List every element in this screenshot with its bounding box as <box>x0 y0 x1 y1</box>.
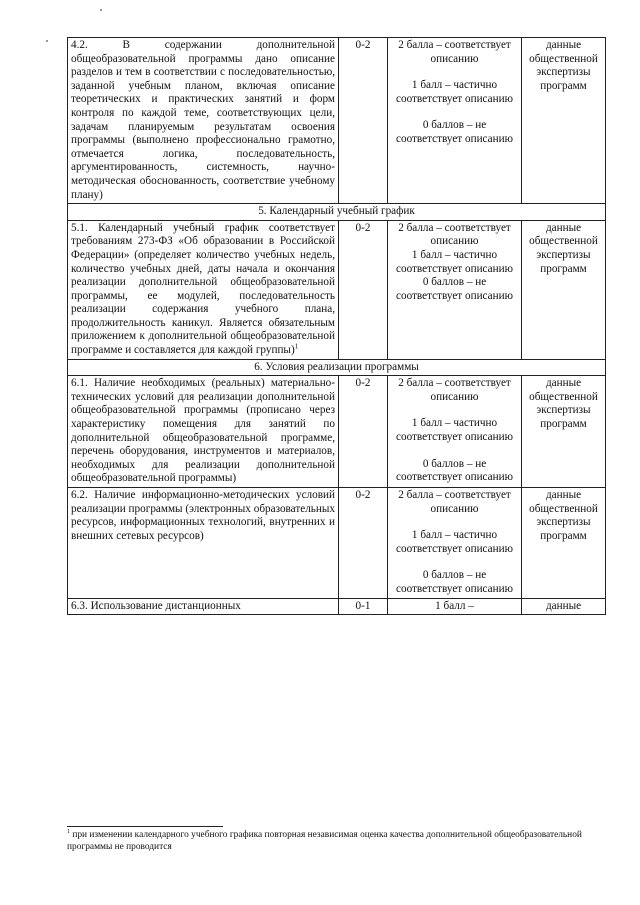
footnote-rule <box>67 826 223 827</box>
criterion-description: 4.2. В содержании дополнительной общеобразовательной программы дано описание разделов и тем в соответствии с последовательностью, заданной учебным планом, включая описание теоретических и практических занятий и форм контроля по каждой теме, соответствующих цели, задачам планируемым результатам освоения программы (выполнено профессионально грамотно, отмечается логика, последовательность, аргументированность, системность, научно-методическая обоснованность, соответствие учебному плану) <box>68 38 339 204</box>
score-1-text: 1 балл – <box>435 599 474 612</box>
section-title: 5. Календарный учебный график <box>68 204 606 221</box>
table-row <box>68 220 606 359</box>
footnote <box>67 829 587 853</box>
scan-speck <box>46 40 48 42</box>
scoring-rules <box>388 220 522 359</box>
score-range: 0-2 <box>339 376 388 488</box>
table-row <box>68 598 606 615</box>
table-row <box>68 488 606 599</box>
score-0-text: 0 баллов – не соответствует описанию <box>396 569 513 595</box>
score-1-text: 1 балл – частично соответствует описанию <box>396 79 513 105</box>
data-source: данные общественной экспертизы программ <box>522 488 606 599</box>
scoring-rules <box>388 38 522 204</box>
score-2-text: 2 балла – соответствует описанию <box>398 221 511 248</box>
score-range: 0-2 <box>339 38 388 204</box>
score-range: 0-2 <box>339 220 388 359</box>
table-row <box>68 376 606 488</box>
criterion-description: 6.3. Использование дистанционных <box>68 598 339 615</box>
score-range: 0-1 <box>339 598 388 615</box>
score-1-text: 1 балл – частично соответствует описанию <box>396 529 513 555</box>
score-0-text: 0 баллов – не соответствует описанию <box>396 119 513 145</box>
score-2-text: 2 балла – соответствует описанию <box>398 39 511 65</box>
criterion-description <box>68 220 339 359</box>
criteria-table <box>67 37 606 615</box>
data-source: данные общественной экспертизы программ <box>522 376 606 488</box>
score-0-text: 0 баллов – не соответствует описанию <box>396 457 513 484</box>
score-2-text: 2 балла – соответствует описанию <box>398 489 511 515</box>
data-source: данные общественной экспертизы программ <box>522 38 606 204</box>
score-1-text: 1 балл – частично соответствует описанию <box>396 417 513 444</box>
score-1-text: 1 балл – частично соответствует описанию <box>396 248 513 275</box>
footnote-text: при изменении календарного учебного графика повторная независимая оценка качества дополнительной общеобразовательной программы не проводится <box>67 830 582 852</box>
criterion-text: 5.1. Календарный учебный график соответствует требованиям 273-ФЗ «Об образовании в Российской Федерации» (определяет количество учебных недель, количество учебных дней, даты начала и окончания реализации дополнительной общеобразовательной программы, ее модулей, последовательность реализации содержания учебного плана, продолжительность каникул. Является обязательным приложением к дополнительной общеобразовательной программе и составляется для каждой группы) <box>71 221 335 357</box>
scoring-rules <box>388 488 522 599</box>
score-2-text: 2 балла – соответствует описанию <box>398 377 511 403</box>
section-header-row <box>68 204 606 221</box>
footnote-mark: 1 <box>67 828 70 835</box>
score-0-text: 0 баллов – не соответствует описанию <box>396 276 513 302</box>
scoring-rules <box>388 598 522 615</box>
section-header-row <box>68 359 606 376</box>
section-title: 6. Условия реализации программы <box>68 359 606 376</box>
score-range: 0-2 <box>339 488 388 599</box>
data-source: данные общественной экспертизы программ <box>522 220 606 359</box>
data-source: данные <box>522 598 606 615</box>
criterion-description: 6.1. Наличие необходимых (реальных) материально-технических условий для реализации дополнительной общеобразовательной программы (прописано через характеристику помещения для занятий по дополнительной общеобразовательной программе, перечень оборудования, инструментов и материалов, необходимых для реализации дополнительной общеобразовательной программы) <box>68 376 339 488</box>
criterion-description: 6.2. Наличие информационно-методических условий реализации программы (электронных образовательных ресурсов, информационных технологий, внутренних и внешних сетевых ресурсов) <box>68 488 339 599</box>
footnote-mark: 1 <box>294 342 299 351</box>
table-row <box>68 38 606 204</box>
scoring-rules <box>388 376 522 488</box>
scan-speck <box>100 9 102 11</box>
